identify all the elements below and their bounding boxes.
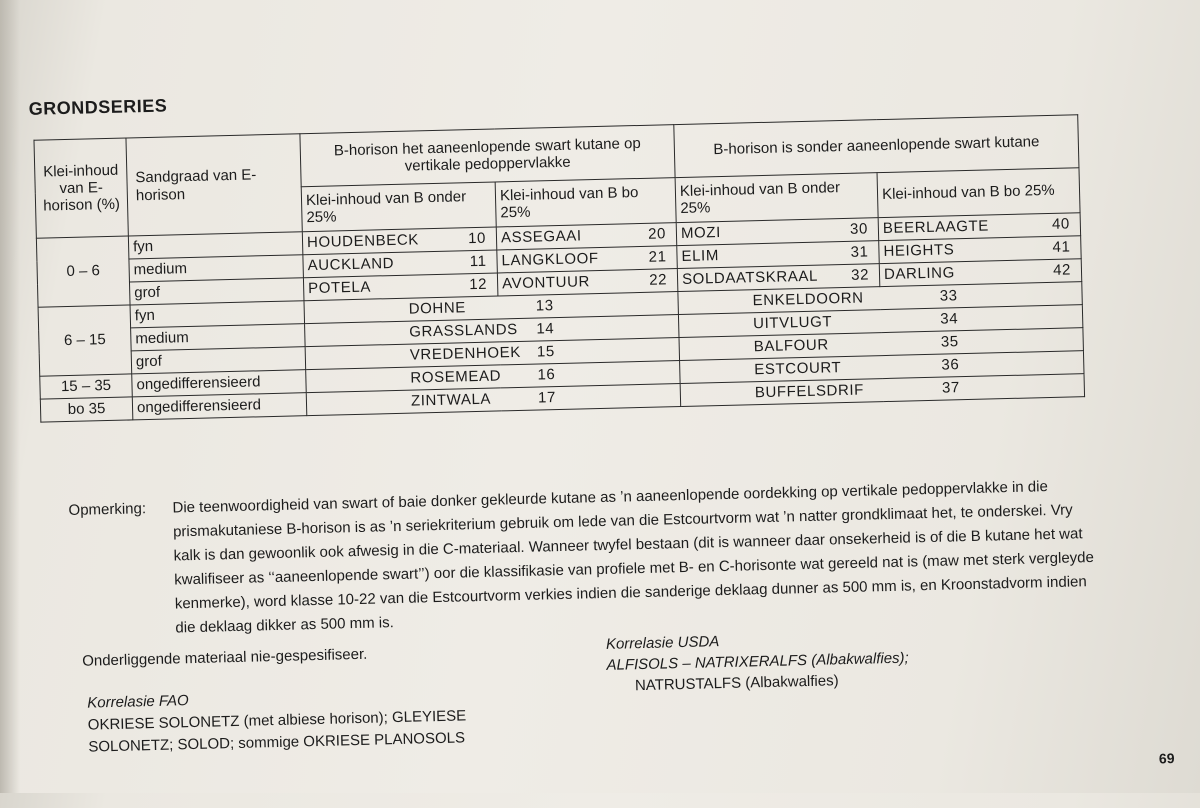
fao-line-1: OKRIESE SOLONETZ (met albiese horison); GLEYIESE: [87, 707, 467, 734]
subheader-clay-under-1: Klei-inhoud van B onder 25%: [301, 182, 496, 232]
series-number: 14: [536, 320, 555, 338]
sand-grade: medium: [131, 324, 306, 351]
series-name: DOHNE: [408, 299, 467, 319]
clay-band: bo 35: [40, 397, 133, 422]
series-number: 40: [1051, 215, 1071, 234]
series-name: ROSEMEAD: [410, 367, 502, 387]
series-number: 11: [469, 253, 487, 271]
header-without-cutans: B-horison is sonder aaneenlopende swart kutane: [674, 115, 1079, 178]
series-name: BEERLAAGTE: [882, 217, 990, 238]
series-name: AUCKLAND: [307, 255, 395, 275]
series-number: 42: [1052, 261, 1072, 280]
usda-line-2: NATRUSTALFS (Albakwalfies): [634, 672, 839, 695]
series-name: HEIGHTS: [883, 241, 955, 261]
series-name: SOLDAATSKRAAL: [681, 268, 819, 289]
series-number: 15: [536, 343, 556, 361]
series-name: ELIM: [681, 247, 720, 266]
series-name: BALFOUR: [753, 336, 830, 356]
subheader-clay-over-2: Klei-inhoud van B bo 25%: [877, 168, 1080, 218]
series-name: ESTCOURT: [754, 359, 842, 379]
usda-label: Korrelasie USDA: [605, 633, 720, 653]
series-name: ASSEGAAI: [500, 227, 582, 247]
series-name: LANGKLOOF: [501, 250, 599, 270]
series-number: 10: [467, 230, 487, 248]
series-number: 36: [941, 356, 960, 375]
series-number: 32: [850, 266, 870, 285]
usda-line-1: ALFISOLS – NATRIXERALFS (Albakwalfies);: [606, 649, 909, 674]
series-number: 17: [537, 389, 557, 407]
series-number: 37: [941, 379, 961, 398]
header-with-cutans: B-horison het aaneenlopende swart kutane op vertikale pedoppervlakke: [300, 125, 675, 187]
series-number: 20: [647, 225, 667, 244]
series-number: 22: [649, 271, 668, 290]
clay-band: 15 – 35: [40, 374, 133, 399]
page-number: 69: [1158, 750, 1175, 767]
series-number: 34: [940, 310, 959, 329]
header-sand-e: Sandgraad van E-horison: [126, 134, 302, 236]
series-number: 21: [648, 248, 667, 267]
series-name: HOUDENBECK: [306, 231, 420, 252]
page-heading: GRONDSERIES: [28, 95, 168, 119]
sand-grade: ongedifferensieerd: [132, 393, 307, 420]
sand-grade: grof: [131, 347, 306, 374]
sand-grade: fyn: [130, 301, 305, 328]
series-number: 41: [1052, 238, 1071, 257]
header-clay-e: Klei-inhoud van E-horison (%): [34, 138, 128, 238]
series-name: BUFFELSDRIF: [754, 381, 865, 402]
series-number: 13: [535, 297, 554, 315]
remark-label: Opmerking:: [68, 500, 147, 520]
series-name: UITVLUGT: [752, 313, 833, 333]
series-name: GRASSLANDS: [409, 321, 519, 342]
sand-grade: fyn: [128, 232, 303, 259]
clay-band: 0 – 6: [36, 236, 130, 307]
subheader-clay-under-2: Klei-inhoud van B onder 25%: [675, 173, 878, 223]
soil-series-table: [33, 114, 1085, 422]
fao-correlation: [87, 683, 467, 758]
series-name: ZINTWALA: [410, 391, 492, 410]
series-number: 31: [850, 243, 869, 262]
series-number: 33: [939, 287, 958, 306]
sand-grade: medium: [129, 255, 304, 282]
series-name: MOZI: [680, 224, 722, 243]
series-number: 35: [940, 333, 959, 352]
series-name: VREDENHOEK: [409, 344, 522, 365]
series-number: 16: [537, 366, 556, 384]
usda-correlation: [606, 627, 910, 697]
underlying-material: Onderliggende materiaal nie-gespesifiseer.: [82, 645, 368, 670]
remark-block: [68, 474, 1101, 643]
sand-grade: ongedifferensieerd: [132, 370, 307, 397]
series-name: AVONTUUR: [501, 273, 591, 293]
fao-label: Korrelasie FAO: [87, 692, 189, 712]
clay-band: 6 – 15: [38, 305, 132, 376]
series-number: 30: [849, 220, 869, 239]
series-name: POTELA: [307, 278, 372, 298]
subheader-clay-over-1: Klei-inhoud van B bo 25%: [495, 178, 676, 227]
series-number: 12: [469, 276, 488, 294]
remark-text: Die teenwoordigheid van swart of baie donker gekleurde kutane as ’n aaneenlopende oordekking op vertikale pedoppervlakke in die prismakutaniese B-horison is as ’n seriekriterium gebruik om lede van die Estcourtvorm wat ’n natter grondklimaat het, te onderskei. Vry kalk is dan gewoonlik ook afwesig in die C-materiaal. Wanneer twyfel bestaan (dit is wanneer daar onsekerheid is of die B kutane het wat kwalifiseer as ‘‘aaneenlopende swart’’) oor die klassifikasie van profiele met B- en C-horisonte wat gereeld nat is (maw met sterk vergleyde kenmerke), word klasse 10-22 van die Estcourtvorm verkies indien die sanderige deklaag dunner as 500 mm is, en Kroonstadvorm indien die deklaag dikker as 500 mm is.: [172, 478, 1095, 637]
series-name: DARLING: [883, 264, 956, 284]
series-name: ENKELDOORN: [752, 289, 864, 310]
sand-grade: grof: [129, 278, 304, 305]
fao-line-2: SOLONETZ; SOLOD; sommige OKRIESE PLANOSOLS: [88, 729, 466, 756]
